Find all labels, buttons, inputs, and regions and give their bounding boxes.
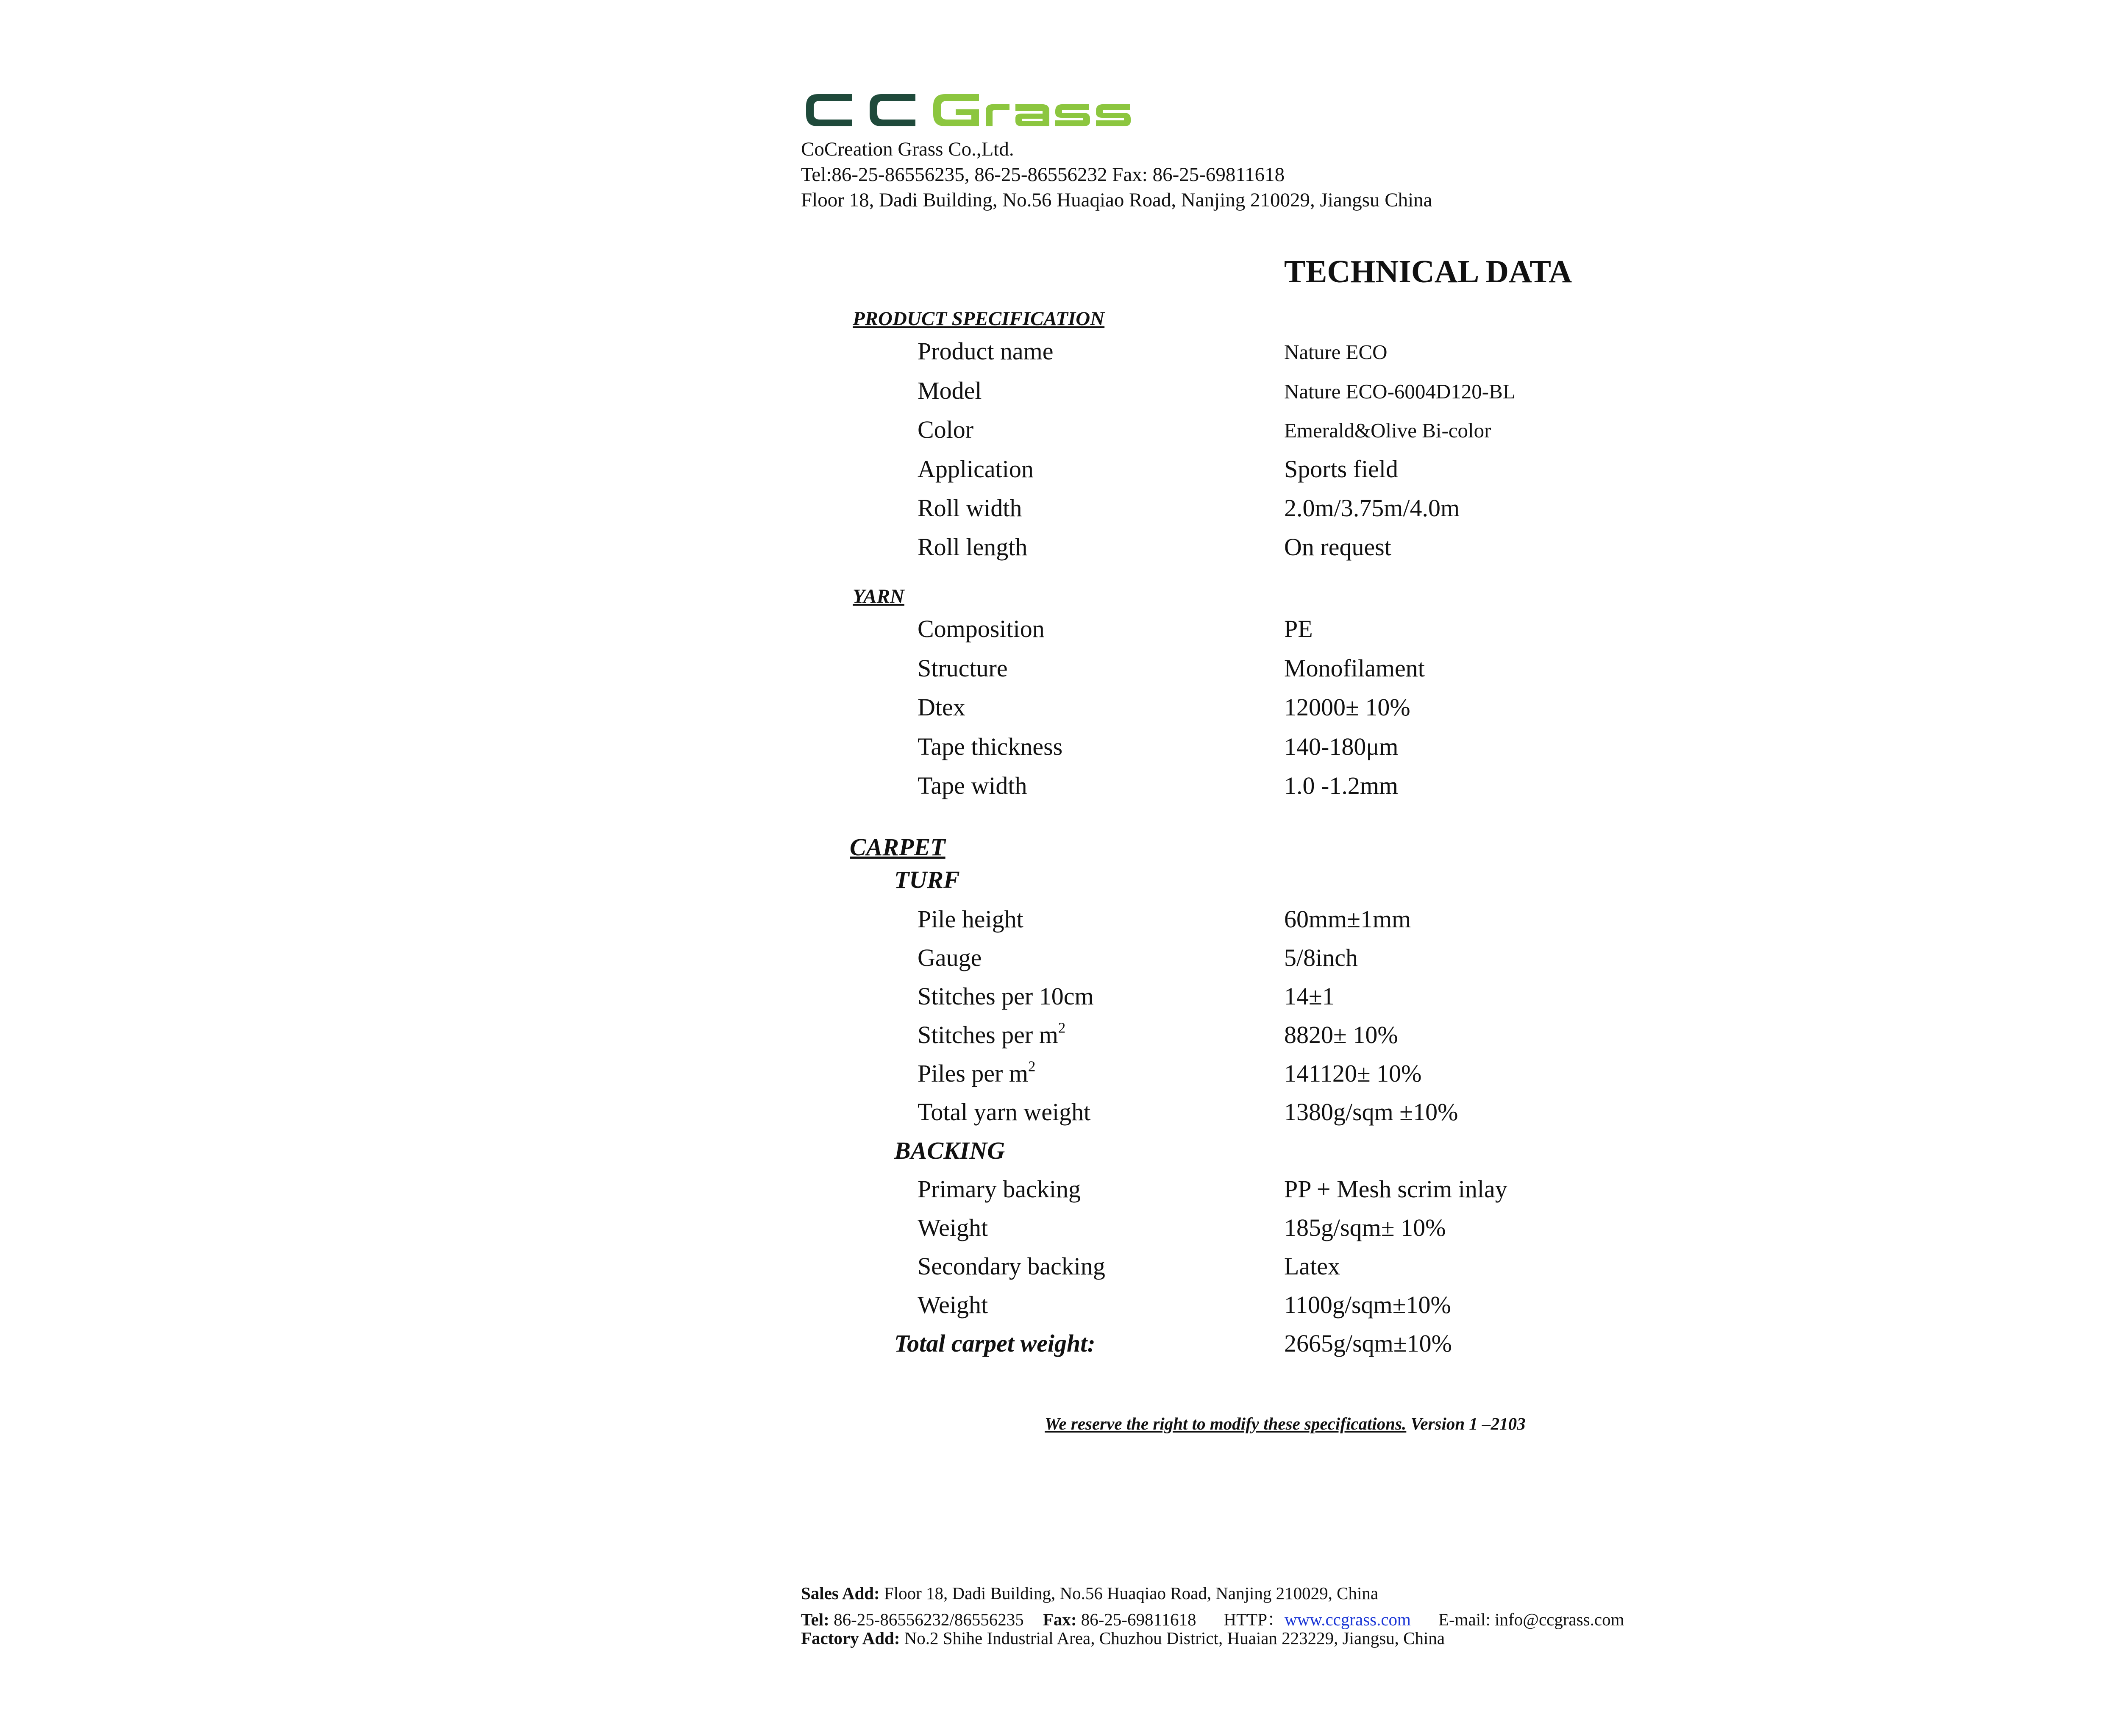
footer-fax-label: Fax: (1043, 1610, 1077, 1629)
turf-label: Stitches per 10cm (918, 982, 1094, 1010)
yarn-value: PE (1284, 615, 1313, 643)
footer-sales-label: Sales Add: (801, 1583, 880, 1603)
turf-label: Gauge (918, 944, 982, 971)
backing-label: Secondary backing (918, 1252, 1105, 1280)
disclaimer-version: Version 1 –2103 (1406, 1414, 1526, 1433)
spec-value: 2.0m/3.75m/4.0m (1284, 494, 1460, 522)
turf-value: 8820± 10% (1284, 1021, 1398, 1049)
turf-value: 141120± 10% (1284, 1060, 1422, 1087)
backing-label: Primary backing (918, 1175, 1081, 1203)
backing-value: Latex (1284, 1252, 1340, 1280)
disclaimer (1045, 1413, 1526, 1434)
yarn-value: 140-180μm (1284, 733, 1399, 760)
superscript-2: 2 (1058, 1019, 1066, 1036)
backing-label: Weight (918, 1291, 988, 1319)
yarn-label: Structure (918, 654, 1008, 682)
yarn-label: Composition (918, 615, 1045, 643)
spec-value: On request (1284, 533, 1391, 561)
section-product-specification: PRODUCT SPECIFICATION (853, 308, 1105, 330)
footer-http-label: HTTP： (1224, 1610, 1285, 1629)
backing-value: PP + Mesh scrim inlay (1284, 1175, 1507, 1203)
subsection-backing: BACKING (894, 1137, 1005, 1164)
footer-tel-label: Tel: (801, 1610, 829, 1629)
footer-factory-value: No.2 Shihe Industrial Area, Chuzhou District, Huaian 223229, Jiangsu, China (900, 1628, 1445, 1648)
footer-email[interactable]: E-mail: info@ccgrass.com (1438, 1610, 1624, 1629)
spec-label: Color (918, 416, 974, 443)
turf-label: Pile height (918, 905, 1023, 933)
total-carpet-weight-label: Total carpet weight: (894, 1330, 1096, 1357)
spec-value: Sports field (1284, 455, 1399, 483)
footer-tel-value: 86-25-86556232/86556235 (829, 1610, 1024, 1629)
turf-value: 60mm±1mm (1284, 905, 1411, 933)
turf-value: 14±1 (1284, 982, 1335, 1010)
yarn-value: 12000± 10% (1284, 693, 1410, 721)
company-address: Floor 18, Dadi Building, No.56 Huaqiao Road, Nanjing 210029, Jiangsu China (801, 189, 1432, 211)
spec-label: Application (918, 455, 1034, 483)
total-carpet-weight-value: 2665g/sqm±10% (1284, 1330, 1452, 1357)
superscript-2: 2 (1028, 1058, 1036, 1075)
disclaimer-text: We reserve the right to modify these specifications. (1045, 1414, 1407, 1433)
spec-value: Nature ECO-6004D120-BL (1284, 380, 1516, 403)
turf-label-text: Stitches per m (918, 1021, 1058, 1049)
spec-label: Model (918, 377, 982, 404)
turf-label-text: Piles per m (918, 1060, 1028, 1087)
footer-contact-line (801, 1605, 1624, 1630)
footer-factory-address (801, 1628, 1445, 1648)
footer-website-link[interactable]: www.ccgrass.com (1285, 1610, 1411, 1629)
spec-label: Product name (918, 337, 1054, 365)
turf-label: Total yarn weight (918, 1098, 1091, 1126)
backing-value: 185g/sqm± 10% (1284, 1214, 1446, 1241)
turf-value: 1380g/sqm ±10% (1284, 1098, 1458, 1126)
subsection-turf: TURF (894, 866, 960, 893)
yarn-value: 1.0 -1.2mm (1284, 772, 1399, 799)
document-title: TECHNICAL DATA (1284, 254, 1572, 289)
yarn-value: Monofilament (1284, 654, 1425, 682)
company-name: CoCreation Grass Co.,Ltd. (801, 138, 1014, 160)
company-tel-fax: Tel:86-25-86556235, 86-25-86556232 Fax: 86-25-69811618 (801, 164, 1285, 186)
ccgrass-logo (801, 89, 1165, 131)
turf-value: 5/8inch (1284, 944, 1358, 971)
footer-sales-address (801, 1583, 1378, 1603)
backing-label: Weight (918, 1214, 988, 1241)
spec-value: Emerald&Olive Bi-color (1284, 419, 1491, 442)
company-info (801, 136, 1432, 213)
turf-label-stitches-m2 (918, 1021, 1065, 1049)
spec-value: Nature ECO (1284, 340, 1388, 364)
section-yarn: YARN (853, 585, 904, 607)
backing-value: 1100g/sqm±10% (1284, 1291, 1451, 1319)
footer-sales-value: Floor 18, Dadi Building, No.56 Huaqiao Road, Nanjing 210029, China (879, 1583, 1379, 1603)
turf-label-piles-m2 (918, 1059, 1035, 1088)
yarn-label: Tape width (918, 772, 1027, 799)
yarn-label: Tape thickness (918, 733, 1063, 760)
spec-label: Roll width (918, 494, 1022, 522)
yarn-label: Dtex (918, 693, 965, 721)
footer-fax-value: 86-25-69811618 (1076, 1610, 1196, 1629)
spec-label: Roll length (918, 533, 1028, 561)
section-carpet: CARPET (850, 833, 945, 861)
footer-factory-label: Factory Add: (801, 1628, 900, 1648)
